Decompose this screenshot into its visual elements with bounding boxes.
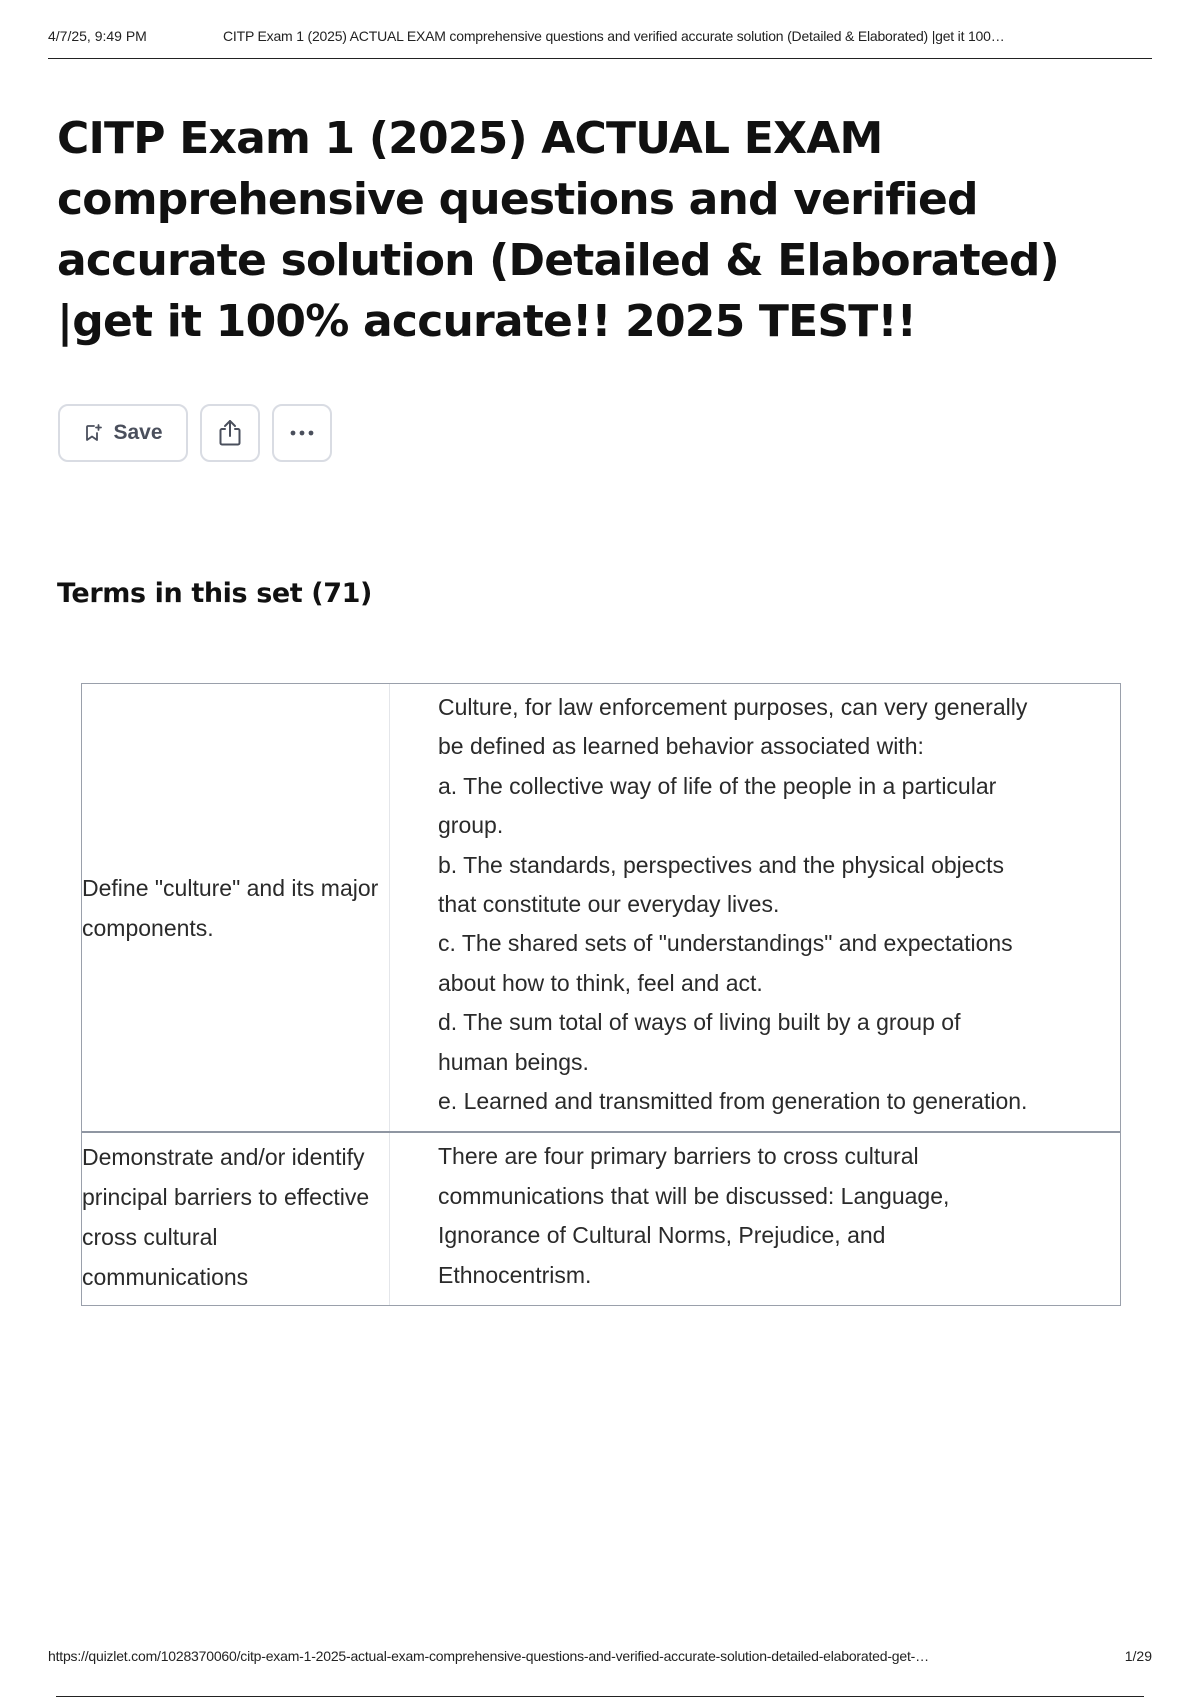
- term-row: [82, 1131, 1120, 1305]
- save-button-label: Save: [113, 421, 163, 444]
- terms-table: [81, 683, 1121, 1306]
- definition-text: [390, 684, 1120, 1131]
- print-doc-title: CITP Exam 1 (2025) ACTUAL EXAM comprehensive questions and verified accurate solution (Detailed & Elaborated) |get it 100…: [223, 28, 1005, 44]
- definition-line: d. The sum total of ways of living built by a group of human beings.: [438, 1009, 961, 1075]
- term-text: Define "culture" and its major components.: [82, 684, 390, 1131]
- term-text: Demonstrate and/or identify principal barriers to effective cross cultural communications: [82, 1133, 390, 1305]
- print-header: [48, 28, 1152, 59]
- footer-divider: [56, 1696, 1144, 1697]
- definition-line: a. The collective way of life of the people in a particular group.: [438, 772, 997, 839]
- save-button[interactable]: [58, 404, 188, 462]
- share-button[interactable]: [200, 404, 260, 462]
- page-number: 1/29: [1124, 1648, 1152, 1664]
- terms-heading: Terms in this set (71): [57, 578, 372, 609]
- share-icon: [216, 418, 244, 448]
- bookmark-add-icon: [83, 423, 103, 443]
- page-title: CITP Exam 1 (2025) ACTUAL EXAM comprehensive questions and verified accurate solution (Detailed & Elaborated) |get it 100% accurate!! 2025 TEST!!: [57, 113, 1059, 347]
- definition-line: c. The shared sets of "understandings" and expectations about how to think, feel and act.: [438, 930, 1013, 996]
- definition-line: b. The standards, perspectives and the physical objects that constitute our everyday lives.: [438, 851, 1004, 918]
- definition-line: There are four primary barriers to cross cultural communications that will be discussed: Language, Ignorance of Cultural Norms, Prejudice, and Ethnocentrism.: [438, 1143, 950, 1288]
- definition-line: Culture, for law enforcement purposes, can very generally be defined as learned behavior associated with:: [438, 694, 1028, 760]
- print-footer: [48, 1648, 1152, 1664]
- definition-text: [390, 1133, 1120, 1305]
- print-date: 4/7/25, 9:49 PM: [48, 28, 147, 44]
- more-options-button[interactable]: [272, 404, 332, 462]
- more-horizontal-icon: [288, 429, 316, 437]
- term-row: [82, 684, 1120, 1131]
- action-toolbar: [58, 404, 332, 462]
- definition-line: e. Learned and transmitted from generation to generation.: [438, 1088, 1028, 1115]
- print-url: https://quizlet.com/1028370060/citp-exam-1-2025-actual-exam-comprehensive-questions-and-verified-accurate-solution-detailed-elaborated-get-…: [48, 1648, 929, 1664]
